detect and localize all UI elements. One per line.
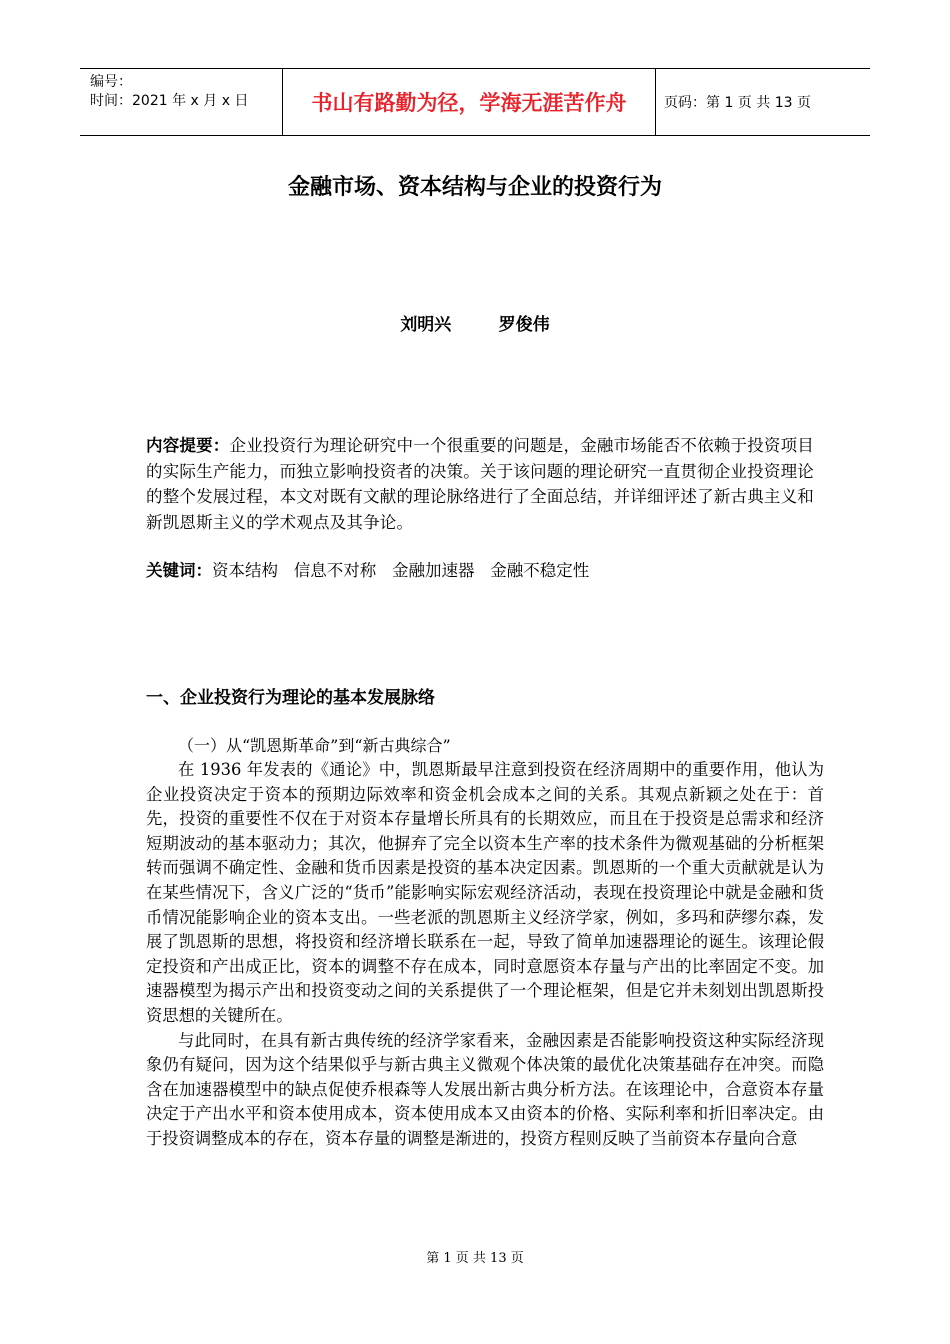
keywords <box>146 558 816 583</box>
abstract-text: 企业投资行为理论研究中一个很重要的问题是，金融市场能否不依赖于投资项目的实际生产能力，而独立影响投资者的决策。关于该问题的理论研究一直贯彻企业投资理论的整个发展过程，本文对既有文献的理论脉络进行了全面总结，并详细评述了新古典主义和新凯恩斯主义的学术观点及其争论。 <box>146 436 814 532</box>
document-date-label: 时间：2021 年 x 月 x 日 <box>90 93 249 109</box>
header-meta <box>80 69 282 135</box>
header-page-code: 页码：第 1 页 共 13 页 <box>664 95 811 111</box>
section-heading: 一、企业投资行为理论的基本发展脉络 <box>146 688 435 708</box>
header-motto: 书山有路勤为径，学海无涯苦作舟 <box>282 69 656 135</box>
paragraph: 在 1936 年发表的《通论》中，凯恩斯最早注意到投资在经济周期中的重要作用，他认为企业投资决定于资本的预期边际效率和资金机会成本之间的关系。其观点新颖之处在于：首先，投资的重要性不仅在于对资本存量增长所具有的长期效应，而且在于投资是总需求和经济短期波动的基本驱动力；其次，他摒弃了完全以资本生产率的技术条件为微观基础的分析框架转而强调不确定性、金融和货币因素是投资的基本决定因素。凯恩斯的一个重大贡献就是认为在某些情况下，含义广泛的“货币”能影响实际宏观经济活动，表现在投资理论中就是金融和货币情况能影响企业的资本支出。一些老派的凯恩斯主义经济学家，例如，多玛和萨缪尔森，发展了凯恩斯的思想，将投资和经济增长联系在一起，导致了简单加速器理论的诞生。该理论假定投资和产出成正比，资本的调整不存在成本，同时意愿资本存量与产出的比率固定不变。加速器模型为揭示产出和投资变动之间的关系提供了一个理论框架，但是它并未刻划出凯恩斯投资思想的关键所在。 <box>146 760 824 1025</box>
authors: 刘明兴 罗俊伟 <box>400 315 550 335</box>
subsection-heading: （一）从“凯恩斯革命”到“新古典综合” <box>178 736 451 755</box>
document-number-label: 编号： <box>90 74 132 90</box>
keywords-text: 资本结构 信息不对称 金融加速器 金融不稳定性 <box>212 561 590 580</box>
body-text <box>146 758 824 1152</box>
page-footer: 第 1 页 共 13 页 <box>426 1251 524 1266</box>
page-header <box>80 68 870 136</box>
abstract-label: 内容提要： <box>146 436 230 455</box>
document-title: 金融市场、资本结构与企业的投资行为 <box>287 175 662 200</box>
keywords-label: 关键词： <box>146 561 212 580</box>
abstract <box>146 433 816 535</box>
paragraph: 与此同时，在具有新古典传统的经济学家看来，金融因素是否能影响投资这种实际经济现象仍有疑问，因为这个结果似乎与新古典主义微观个体决策的最优化决策基础存在冲突。而隐含在加速器模型中的缺点促使乔根森等人发展出新古典分析方法。在该理论中，合意资本存量决定于产出水平和资本使用成本，资本使用成本又由资本的价格、实际利率和折旧率决定。由于投资调整成本的存在，资本存量的调整是渐进的，投资方程则反映了当前资本存量向合意 <box>146 1030 824 1148</box>
